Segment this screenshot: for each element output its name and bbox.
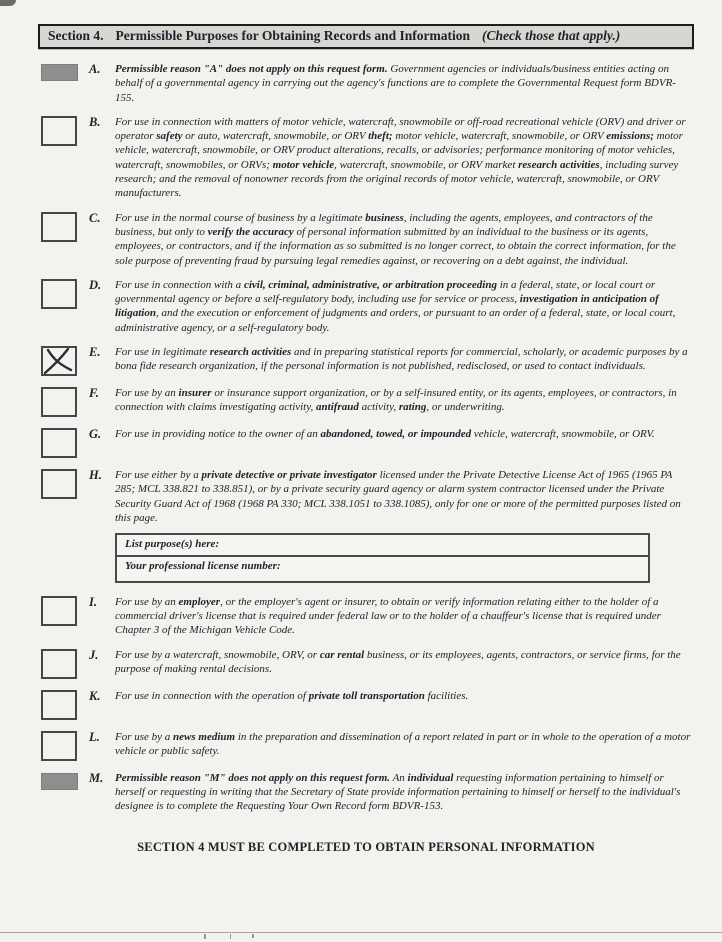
checkbox-column: [38, 689, 89, 720]
paragraph-segment: in the preparation and dissemination of a report related in part or in whole to the operation of a motor vehicle or public safety.: [115, 730, 691, 758]
paragraph-segment: For use by a: [115, 730, 174, 743]
paragraph-segment: in a federal, state, or local court or governmental agency or before a self-regulatory body, including use for service or process,: [115, 278, 656, 306]
checkbox-a-shaded[interactable]: [41, 64, 78, 81]
purpose-letter: J.: [89, 647, 99, 662]
purpose-text: [115, 278, 694, 335]
paragraph-segment: safety: [156, 130, 183, 143]
paragraph-segment: For use in connection with the operation of: [115, 689, 309, 702]
purpose-letter: B.: [89, 114, 101, 129]
purpose-item: [38, 62, 694, 105]
paragraph-segment: civil, criminal, administrative, or arbitration proceeding: [243, 278, 497, 291]
purpose-letter: I.: [89, 594, 97, 609]
paragraph-segment: Permissible reason "A" does not apply on this request form.: [115, 63, 388, 75]
checkbox-x-mark: [41, 347, 79, 379]
paragraph-segment: , including survey research; and the removal of nonowner records from the original records of motor vehicle, watercraft, snowmobile, or ORV manufacturers.: [115, 158, 679, 200]
paragraph-segment: , or the employer's agent or insurer, to obtain or verify information relating either to the holder of a commercial driver's license that is required under federal law or to the holder of a chauffeur's license that is required under Chapter 3 of the Michigan Vehicle Code.: [115, 595, 661, 637]
purpose-text: [115, 468, 694, 585]
purpose-letter: D.: [89, 277, 102, 292]
checkbox-j[interactable]: [41, 649, 77, 679]
paragraph-segment: emissions;: [606, 130, 654, 143]
checkbox-k[interactable]: [41, 690, 77, 720]
paragraph-segment: For use either by a: [115, 469, 202, 482]
scan-artifact: [0, 0, 16, 6]
checkbox-column: [38, 648, 89, 679]
checkbox-m-shaded[interactable]: [41, 773, 78, 790]
paragraph-segment: facilities.: [424, 689, 469, 702]
checkbox-h[interactable]: [41, 469, 77, 499]
paragraph-segment: business, or its employees, agents, contractors, or service firms, for the purpose of making rental decisions.: [115, 648, 681, 676]
list-purposes-field[interactable]: List purpose(s) here:: [125, 538, 220, 551]
paragraph-segment: private detective or private investigator: [201, 469, 377, 482]
purpose-item: [38, 730, 694, 761]
paragraph-segment: research activities: [209, 346, 292, 359]
checkbox-column: [38, 345, 89, 376]
section-title: Permissible Purposes for Obtaining Records and Information: [115, 28, 471, 43]
checkbox-column: [38, 468, 89, 499]
paragraph-segment: abandoned, towed, or impounded: [320, 428, 472, 441]
paragraph-segment: individual: [407, 771, 454, 784]
license-fields-box: [115, 533, 650, 583]
purpose-item: [38, 771, 694, 814]
purpose-letter: M.: [89, 770, 104, 785]
section-header-bar: [38, 24, 694, 49]
purpose-item: [38, 689, 694, 720]
purpose-text: [115, 689, 694, 703]
checkbox-d[interactable]: [41, 279, 77, 309]
purpose-item: [38, 211, 694, 268]
paragraph-segment: Government agencies or individuals/business entities acting on behalf of a governmental agency in carrying out the agency's functions are to complete the Governmental Request form BDVR-155.: [115, 63, 676, 104]
paragraph-segment: Permissible reason "M" does not apply on this request form.: [115, 771, 391, 784]
purpose-text: [115, 730, 694, 759]
paragraph-segment: research activities: [518, 158, 600, 171]
purpose-letter: G.: [89, 427, 102, 442]
paragraph-segment: private toll transportation: [308, 689, 425, 702]
purpose-text: [115, 115, 694, 201]
paragraph-segment: , including the agents, employees, and contractors of the business, but only to: [115, 211, 653, 238]
paragraph-segment: or insurance support organization, or by a self-insured entity, or its agents, employees, or contractors, in connection with claims investigating activity,: [115, 387, 677, 414]
paragraph-segment: For use in connection with matters of motor vehicle, watercraft, snowmobile or off-road recreational vehicle (ORV) and driver or operator: [115, 115, 686, 143]
purpose-letter: F.: [89, 386, 99, 401]
checkbox-l[interactable]: [41, 731, 77, 761]
paragraph-segment: employer: [178, 595, 221, 608]
purpose-letter: C.: [89, 210, 101, 225]
paragraph-segment: antifraud: [316, 401, 359, 414]
purpose-letter: H.: [89, 468, 102, 483]
scan-edge-line: [0, 932, 722, 933]
paragraph-segment: , and the execution or enforcement of judgments and orders, or pursuant to an order of a federal, state, or local court, administrative agency, or a self-regulatory body.: [115, 307, 676, 334]
purpose-item: [38, 595, 694, 638]
section-hint: (Check those that apply.): [482, 28, 621, 43]
purpose-text: [115, 648, 694, 677]
checkbox-b[interactable]: [41, 116, 77, 146]
paragraph-segment: rating: [398, 401, 427, 414]
checkbox-column: [38, 115, 89, 146]
purpose-item: [38, 386, 694, 417]
paragraph-segment: investigation in anticipation of litigation: [115, 293, 659, 320]
purpose-letter: E.: [89, 345, 101, 360]
paragraph-segment: insurer: [178, 387, 212, 400]
purpose-text: [115, 211, 694, 268]
checkbox-column: [38, 595, 89, 626]
section-label: Section 4.: [48, 28, 104, 43]
paragraph-segment: For use by a watercraft, snowmobile, ORV, or: [115, 648, 320, 661]
paragraph-segment: For use in legitimate: [115, 346, 210, 359]
paragraph-segment: requesting information pertaining to himself or herself or requesting in writing that the Secretary of State provide information pertaining to himself or herself to the individual's designee is to complete the Requesting Your Own Record form BDVR-153.: [115, 771, 681, 813]
permissible-purpose-list: [38, 62, 694, 824]
checkbox-g[interactable]: [41, 428, 77, 458]
paragraph-segment: For use by an: [115, 387, 179, 400]
checkbox-column: [38, 278, 89, 309]
purpose-letter: K.: [89, 688, 101, 703]
purpose-text: [115, 345, 694, 374]
checkbox-i[interactable]: [41, 596, 77, 626]
purpose-item: [38, 345, 694, 376]
paragraph-segment: For use by an: [115, 595, 179, 608]
paragraph-segment: licensed under the Private Detective License Act of 1965 (1965 PA 285; MCL 338.821 to 338.851), or by a private security guard agency or alarm system contractor licensed under the Private Security Guard Act of 1968 (1968 PA 330; MCL 338.1051 to 338.1085), only for one or more of the permitted purposes listed on this page.: [115, 469, 681, 524]
purpose-letter: A.: [89, 62, 101, 76]
purpose-letter: L.: [89, 729, 100, 744]
paragraph-segment: car rental: [319, 648, 365, 661]
purpose-item: [38, 427, 694, 458]
paragraph-segment: For use in the normal course of business by a legitimate: [115, 211, 366, 224]
checkbox-column: [38, 62, 89, 81]
paragraph-segment: vehicle, watercraft, snowmobile, or ORV.: [471, 428, 655, 441]
purpose-text: [115, 386, 694, 415]
section-4-content: [38, 24, 694, 855]
checkbox-column: [38, 427, 89, 458]
purpose-text: [115, 595, 694, 638]
purpose-text: [115, 427, 694, 441]
checkbox-column: [38, 730, 89, 761]
purpose-text: [115, 62, 694, 105]
paragraph-segment: verify the accuracy: [207, 225, 294, 238]
purpose-text: [115, 771, 694, 814]
purpose-item: [38, 648, 694, 679]
paragraph-segment: For use in connection with a: [115, 278, 244, 291]
checkbox-column: [38, 386, 89, 417]
professional-license-field[interactable]: Your professional license number:: [117, 555, 648, 581]
paragraph-segment: motor vehicle: [272, 158, 335, 171]
paragraph-segment: activity,: [358, 401, 399, 414]
paragraph-segment: motor vehicle, watercraft, snowmobile, or ORV: [392, 130, 607, 143]
checkbox-column: [38, 771, 89, 790]
checkbox-f[interactable]: [41, 387, 77, 417]
checkbox-c[interactable]: [41, 212, 77, 242]
checkbox-column: [38, 211, 89, 242]
paragraph-segment: , watercraft, snowmobile, or ORV market: [334, 158, 519, 171]
paragraph-segment: and in preparing statistical reports for commercial, scholarly, or academic purposes by a bona fide research organization, if the personal information is not published, redisclosed, or used to contact individuals.: [115, 346, 688, 373]
scan-artifact: [200, 934, 320, 939]
checkbox-e-checked[interactable]: [41, 346, 77, 376]
paragraph-segment: news medium: [173, 730, 236, 743]
paragraph-segment: or auto, watercraft, snowmobile, or ORV: [182, 130, 369, 143]
purpose-item: [38, 278, 694, 335]
purpose-item: [38, 468, 694, 585]
footer-note: SECTION 4 MUST BE COMPLETED TO OBTAIN PERSONAL INFORMATION: [137, 839, 595, 854]
paragraph-segment: theft;: [368, 130, 393, 143]
paragraph-segment: An: [390, 771, 408, 784]
paragraph-segment: business: [365, 211, 404, 224]
paragraph-segment: , or underwriting.: [426, 401, 505, 414]
purpose-item: [38, 115, 694, 201]
paragraph-segment: of personal information submitted by an individual to the business or its agents, employees, or contractors, and if the information as so submitted is no longer correct, to obtain the correct information, for the sole purpose of preventing fraud by pursuing legal remedies against, or recovering on a debt against, the individual.: [115, 225, 676, 267]
paragraph-segment: motor vehicle, watercraft, snowmobile, or ORV product alterations, recalls, or advisories; performance monitoring of motor vehicles, watercraft, snowmobiles, or ORVs;: [115, 130, 683, 171]
paragraph-segment: For use in providing notice to the owner of an: [115, 428, 321, 441]
